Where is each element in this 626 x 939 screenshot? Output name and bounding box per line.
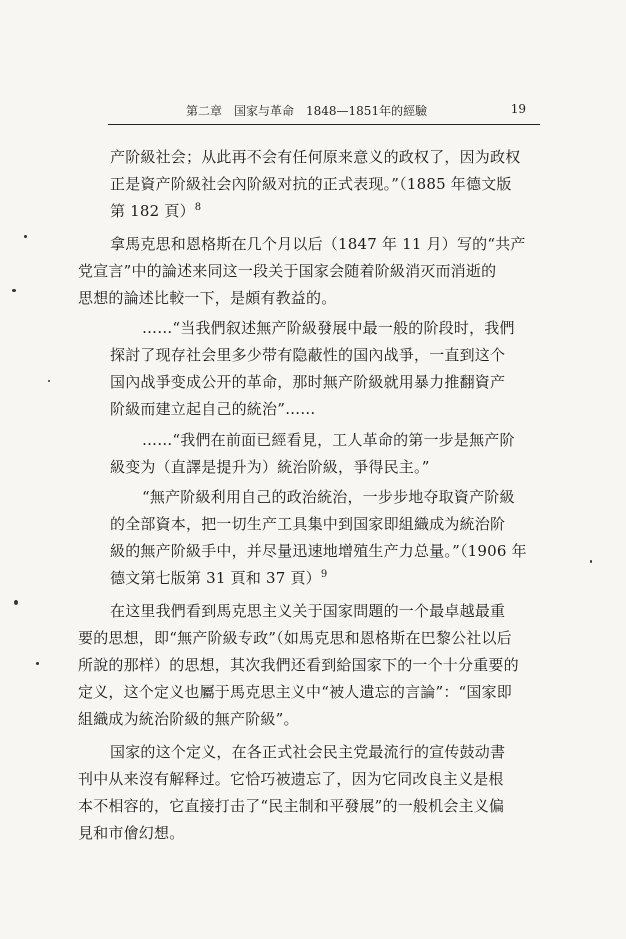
- page-number: 19: [510, 102, 526, 116]
- quote-line: 国內战爭变成公开的革命，那时無产阶級就用暴力推翻資产: [110, 373, 506, 391]
- footnote-mark: 8: [194, 202, 202, 213]
- text-line: 产阶級社会；从此再不会有任何原来意义的政权了，因为政权: [110, 148, 521, 166]
- text-line: 思想的論述比較一下，是頗有教益的。: [78, 289, 337, 307]
- text-line: 組織成为統治阶級的無产阶級”。: [78, 710, 299, 728]
- text-line: 要的思想，即“無产阶級专政”（如馬克思和恩格斯在巴黎公社以后: [78, 629, 512, 647]
- text-line: 本不相容的，它直接打击了“民主制和平發展”的一般机会主义偏: [78, 797, 505, 815]
- quote-line: “無产阶級利用自己的政治統治，一步步地夺取資产阶級: [142, 488, 515, 506]
- text-line: 在这里我們看到馬克思主义关于国家問題的一个最卓越最重: [110, 602, 506, 620]
- quote-line: 阶級而建立起自己的統治”……: [110, 400, 316, 418]
- text-line: 党宣言”中的論述来同这一段关于国家会随着阶級消灭而消逝的: [78, 262, 497, 280]
- scan-speck: [590, 560, 592, 563]
- scan-speck: [48, 380, 50, 382]
- quote-line: 的全部資本，把一切生产工具集中到国家即組織成为統治阶: [110, 515, 506, 533]
- running-header: [108, 100, 540, 120]
- header-rule: [108, 124, 540, 125]
- text-line: 刊中从来沒有解释过。它恰巧被遗忘了，因为它同改良主义是根: [78, 770, 504, 788]
- scan-speck: [14, 600, 18, 605]
- text-line: 所說的那样）的思想，其次我們还看到給国家下的一个十分重要的: [78, 656, 519, 674]
- scan-speck: [36, 662, 39, 665]
- text-line: 拿馬克思和恩格斯在几个月以后（1847 年 11 月）写的“共产: [110, 235, 526, 253]
- scan-speck: [24, 235, 27, 238]
- text-line-content: 德文第七版第 31 頁和 37 頁）: [110, 569, 321, 587]
- quote-line: ……“当我們叙述無产阶級發展中最一般的阶段时，我們: [142, 319, 515, 337]
- text-line: 定义，这个定义也屬于馬克思主义中“被人遺忘的言論”：“国家即: [78, 683, 513, 701]
- quote-line: [110, 567, 327, 589]
- footnote-mark: 9: [320, 569, 328, 580]
- quote-line: ……“我們在前面已經看見，工人革命的第一步是無产阶: [142, 431, 515, 449]
- chapter-title: 第二章 国家与革命 1848—1851年的經驗: [186, 104, 428, 118]
- text-line: 正是資产阶級社会內阶級对抗的正式表现。”（1885 年德文版: [110, 175, 512, 193]
- quote-line: 探討了现存社会里多少带有隐蔽性的国內战爭，一直到这个: [110, 346, 506, 364]
- quote-line: 級的無产阶級手中，并尽量迅速地增殖生产力总量。”（1906 年: [110, 542, 527, 560]
- quote-line: 級变为（直譯是提升为）統治阶級，爭得民主。”: [110, 458, 430, 476]
- text-line: 見和市儈幻想。: [78, 824, 185, 842]
- scan-speck: [12, 289, 16, 292]
- text-line-content: 第 182 頁）: [110, 202, 195, 220]
- text-line: [110, 200, 201, 222]
- text-line: 国家的这个定义，在各正式社会民主党最流行的宣传鼓动書: [110, 743, 506, 761]
